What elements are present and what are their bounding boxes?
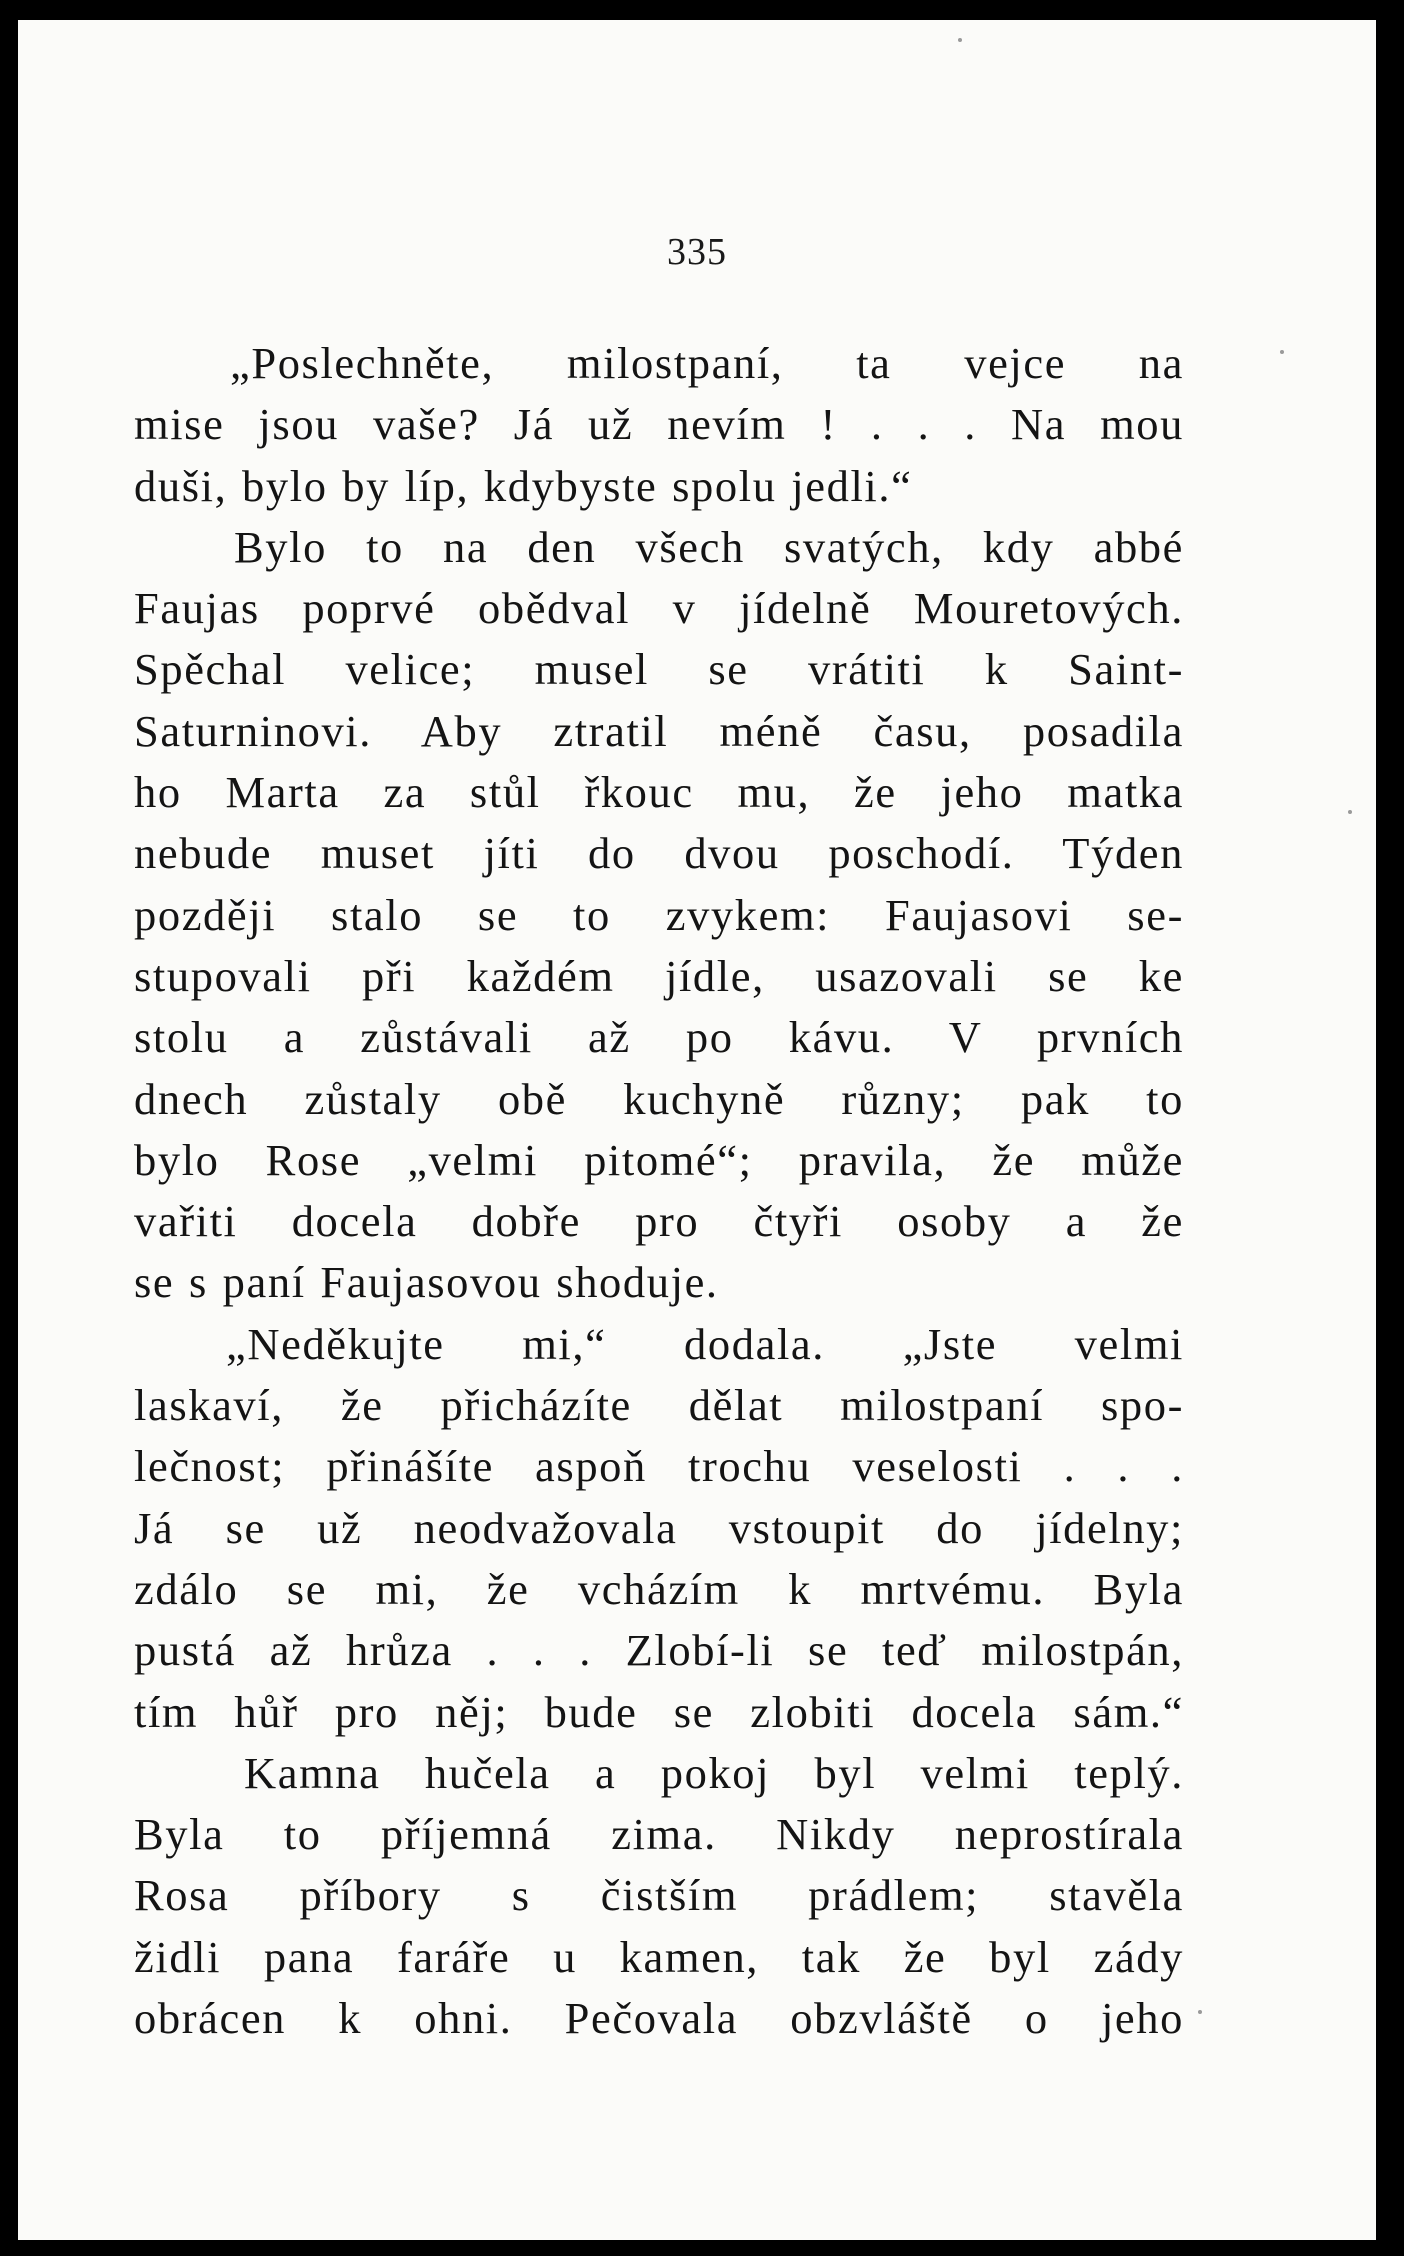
text-line: vařiti docela dobře pro čtyři osoby a že [134,1196,1184,1247]
text-line: dnech zůstaly obě kuchyně různy; pak to [134,1073,1184,1124]
paper-speck [1280,350,1284,354]
text-line: Rosa příbory s čistším prádlem; stavěla [134,1870,1184,1921]
text-line: bylo Rose „velmi pitomé“; pravila, že může [134,1134,1184,1185]
text-line: laskaví, že přicházíte dělat milostpaní spo- [134,1380,1184,1431]
text-line: Spěchal velice; musel se vrátiti k Saint- [134,644,1184,695]
text-line: Já se už neodvažovala vstoupit do jídelny; [134,1502,1184,1553]
text-line: lečnost; přinášíte aspoň trochu veselosti . . . [134,1441,1184,1492]
body-text [134,333,1184,2049]
text-line: Saturninovi. Aby ztratil méně času, posadila [134,705,1184,756]
text-line: duši, bylo by líp, kdybyste spolu jedli.“ [134,460,913,511]
paper-speck [1198,2010,1202,2014]
text-line: pustá až hrůza . . . Zlobí-li se teď milostpán, [134,1625,1184,1676]
text-line: nebude muset jíti do dvou poschodí. Týden [134,828,1184,879]
text-line: „Poslechněte, milostpaní, ta vejce na [230,338,1184,388]
text-line: Kamna hučela a pokoj byl velmi teplý. [244,1747,1184,1798]
text-line: zdálo se mi, že vcházím k mrtvému. Byla [134,1563,1184,1614]
paper-speck [958,38,962,42]
text-line: obrácen k ohni. Pečovala obzvláště o jeho [134,1993,1184,2044]
text-line: stupovali při každém jídle, usazovali se ke [134,950,1184,1001]
text-line: tím hůř pro něj; bude se zlobiti docela sám.“ [134,1686,1184,1737]
text-line: Faujas poprvé obědval v jídelně Mouretových. [134,583,1184,634]
book-page [18,20,1376,2240]
text-line: se s paní Faujasovou shoduje. [134,1257,719,1308]
text-line: Bylo to na den všech svatých, kdy abbé [234,521,1184,572]
text-line: stolu a zůstávali až po kávu. V prvních [134,1012,1184,1063]
text-line: později stalo se to zvykem: Faujasovi se- [134,889,1184,940]
text-line: mise jsou vaše? Já už nevím ! . . . Na mou [134,399,1184,450]
text-line: Byla to příjemná zima. Nikdy neprostírala [134,1809,1184,1860]
text-line: ho Marta za stůl řkouc mu, že jeho matka [134,767,1184,818]
text-line: židli pana faráře u kamen, tak že byl zády [134,1931,1184,1982]
page-number: 335 [667,231,727,273]
text-line: „Neděkujte mi,“ dodala. „Jste velmi [226,1318,1184,1369]
paper-speck [1348,810,1352,814]
